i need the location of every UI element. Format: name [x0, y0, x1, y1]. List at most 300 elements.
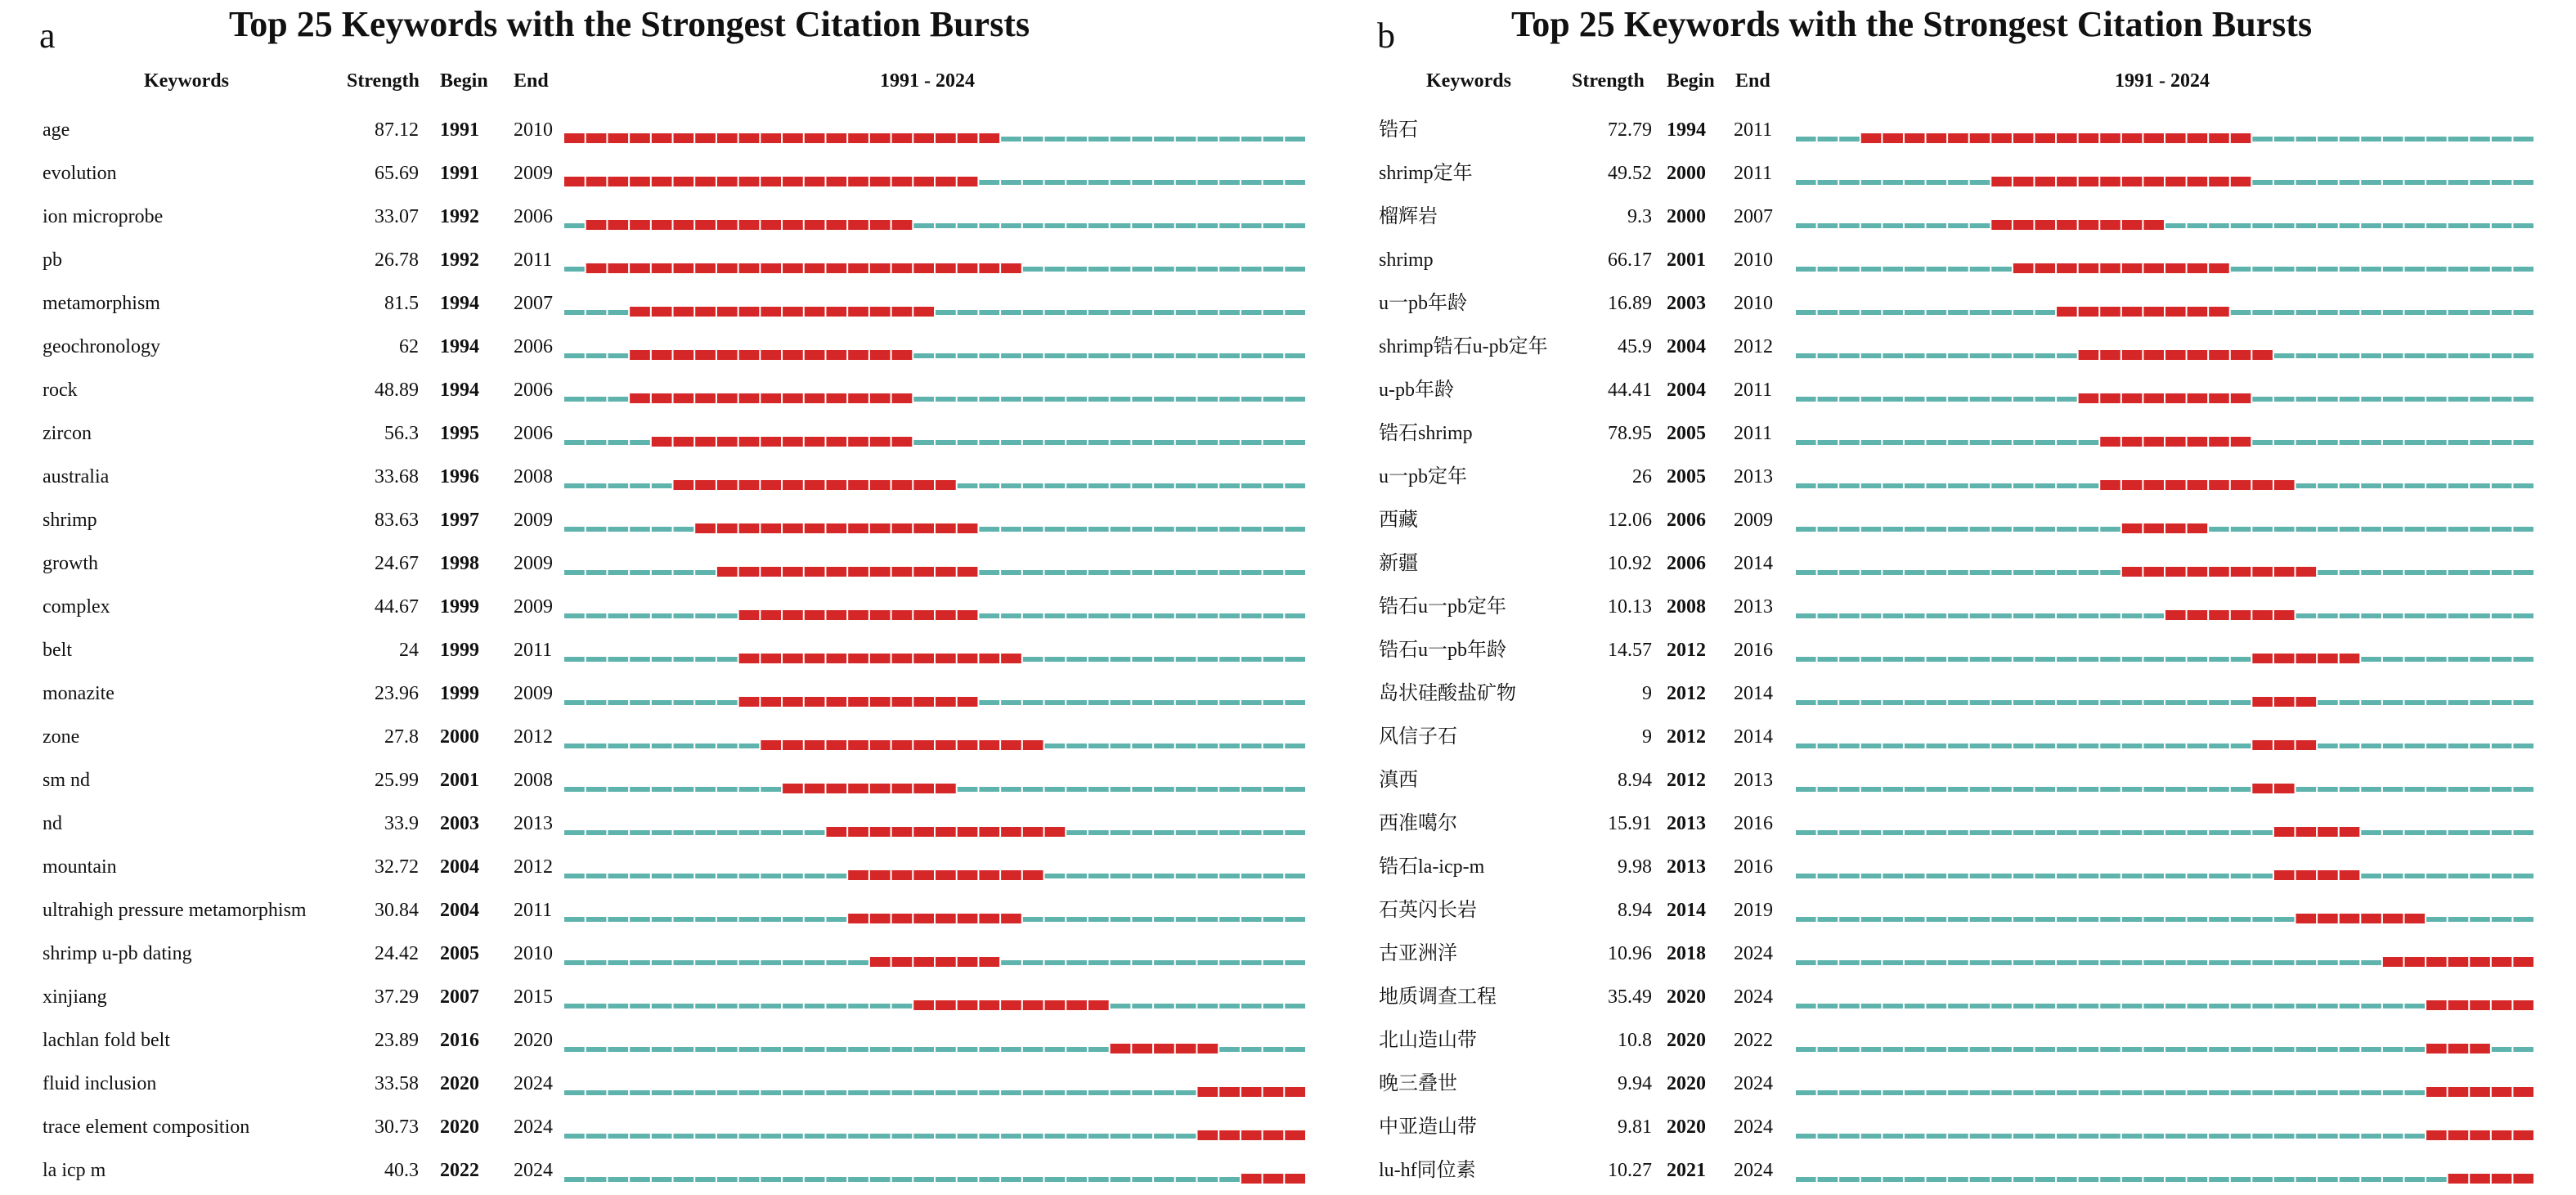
baseline-segment [1001, 137, 1021, 142]
baseline-segment [1197, 180, 1218, 185]
baseline-segment [1883, 223, 1903, 228]
baseline-segment [2274, 440, 2295, 445]
baseline-segment [608, 353, 628, 358]
burst-row [0, 417, 1308, 450]
baseline-segment [2165, 960, 2186, 965]
baseline-segment [2404, 570, 2425, 575]
baseline-segment [586, 700, 607, 705]
keyword-label: 岛状硅酸盐矿物 [1379, 683, 1516, 704]
baseline-segment [1154, 1004, 1174, 1009]
baseline-segment [1839, 353, 1860, 358]
baseline-segment [1263, 180, 1284, 185]
baseline-segment [2274, 353, 2295, 358]
baseline-segment [1132, 613, 1152, 618]
baseline-segment [1219, 180, 1240, 185]
baseline-segment [1219, 310, 1240, 315]
baseline-segment [1927, 1134, 1947, 1139]
burst-row [1341, 591, 2576, 623]
burst-row [1341, 417, 2576, 450]
baseline-segment [1970, 483, 1990, 488]
baseline-segment [2079, 744, 2099, 748]
baseline-segment [936, 440, 956, 445]
baseline-segment [1796, 223, 1816, 228]
baseline-segment [2361, 1177, 2381, 1182]
baseline-segment [1948, 874, 1968, 878]
baseline-segment [2513, 744, 2533, 748]
burst-segment [892, 567, 913, 577]
end-year: 2015 [514, 986, 553, 1008]
baseline-segment [674, 830, 694, 835]
burst-segment [739, 307, 760, 317]
baseline-segment [2361, 787, 2381, 792]
burst-segment [805, 263, 825, 273]
baseline-segment [1948, 310, 1968, 315]
baseline-segment [2035, 527, 2055, 532]
baseline-segment [1197, 440, 1218, 445]
baseline-segment [2448, 570, 2469, 575]
baseline-segment [1111, 397, 1131, 402]
baseline-segment [2165, 1090, 2186, 1095]
baseline-segment [1905, 570, 1925, 575]
burst-segment [2252, 740, 2273, 750]
baseline-segment [936, 1047, 956, 1052]
burst-segment [1023, 870, 1043, 880]
baseline-segment [652, 700, 672, 705]
baseline-segment [2470, 440, 2490, 445]
baseline-segment [674, 700, 694, 705]
keyword-label: belt [43, 640, 72, 661]
baseline-segment [2165, 1004, 2186, 1009]
baseline-segment [564, 700, 585, 705]
burst-segment [958, 827, 978, 837]
baseline-segment [2318, 527, 2338, 532]
baseline-segment [2340, 353, 2360, 358]
end-year: 2019 [1734, 900, 1773, 921]
burst-row [0, 1154, 1308, 1187]
baseline-segment [2143, 657, 2164, 662]
burst-timeline [1796, 591, 2535, 623]
burst-segment [913, 914, 934, 923]
burst-segment [2013, 177, 2034, 186]
baseline-segment [1154, 440, 1174, 445]
baseline-segment [1818, 657, 1838, 662]
baseline-segment [2340, 483, 2360, 488]
burst-timeline [1796, 287, 2535, 320]
baseline-segment [1905, 1004, 1925, 1009]
baseline-segment [2209, 700, 2229, 705]
burst-segment [870, 740, 891, 750]
baseline-segment [2513, 180, 2533, 185]
baseline-segment [1088, 1134, 1109, 1139]
baseline-segment [1197, 700, 1218, 705]
baseline-segment [1088, 483, 1109, 488]
baseline-segment [1241, 440, 1262, 445]
baseline-segment [1948, 657, 1968, 662]
baseline-segment [1023, 1177, 1043, 1182]
burst-segment [958, 914, 978, 923]
baseline-segment [2361, 874, 2381, 878]
burst-segment [1176, 1044, 1196, 1053]
burst-segment [739, 220, 760, 230]
burst-segment [761, 610, 781, 620]
keyword-label: metamorphism [43, 293, 160, 314]
baseline-segment [739, 874, 760, 878]
begin-year: 1996 [440, 466, 479, 487]
baseline-segment [1927, 830, 1947, 835]
baseline-segment [2209, 1134, 2229, 1139]
burst-segment [761, 220, 781, 230]
baseline-segment [1818, 180, 1838, 185]
baseline-segment [695, 700, 716, 705]
baseline-segment [870, 1134, 891, 1139]
baseline-segment [1285, 223, 1305, 228]
begin-year: 2016 [440, 1030, 479, 1051]
baseline-segment [1111, 570, 1131, 575]
baseline-segment [2209, 830, 2229, 835]
burst-segment [2383, 957, 2403, 967]
baseline-segment [1066, 1177, 1087, 1182]
baseline-segment [2492, 353, 2512, 358]
burst-segment [870, 697, 891, 707]
baseline-segment [564, 874, 585, 878]
baseline-segment [1111, 830, 1131, 835]
end-year: 2011 [514, 249, 553, 271]
baseline-segment [1883, 397, 1903, 402]
baseline-segment [2188, 744, 2208, 748]
burst-segment [2122, 523, 2143, 533]
baseline-segment [936, 1090, 956, 1095]
baseline-segment [1219, 397, 1240, 402]
burst-timeline [1796, 807, 2535, 840]
baseline-segment [826, 874, 846, 878]
baseline-segment [1991, 397, 2012, 402]
baseline-segment [608, 960, 628, 965]
burst-row [0, 764, 1308, 797]
baseline-segment [2035, 1177, 2055, 1182]
baseline-segment [1132, 960, 1152, 965]
burst-segment [870, 350, 891, 360]
baseline-segment [979, 180, 999, 185]
baseline-segment [1176, 657, 1196, 662]
baseline-segment [2426, 570, 2447, 575]
baseline-segment [1176, 440, 1196, 445]
baseline-segment [1241, 657, 1262, 662]
baseline-segment [2513, 570, 2533, 575]
baseline-segment [1970, 960, 1990, 965]
baseline-segment [1861, 744, 1882, 748]
burst-timeline [564, 1111, 1307, 1143]
baseline-segment [2079, 787, 2099, 792]
baseline-segment [2404, 483, 2425, 488]
burst-segment [805, 567, 825, 577]
begin-year: 1999 [440, 640, 479, 661]
burst-segment [586, 177, 607, 186]
baseline-segment [805, 1134, 825, 1139]
burst-segment [2274, 827, 2295, 837]
begin-year: 2020 [440, 1116, 479, 1138]
begin-year: 2000 [440, 726, 479, 748]
baseline-segment [1197, 830, 1218, 835]
baseline-segment [2383, 223, 2403, 228]
burst-segment [848, 523, 868, 533]
burst-segment [1905, 133, 1925, 143]
burst-segment [848, 870, 868, 880]
panel-a-header-range: 1991 - 2024 [880, 70, 975, 92]
baseline-segment [630, 744, 650, 748]
baseline-segment [1263, 830, 1284, 835]
end-year: 2010 [1734, 293, 1773, 314]
burst-segment [2079, 263, 2099, 273]
baseline-segment [1066, 570, 1087, 575]
baseline-segment [1861, 787, 1882, 792]
burst-segment [2448, 1130, 2469, 1140]
burst-segment [783, 393, 803, 403]
baseline-segment [2404, 180, 2425, 185]
baseline-segment [1883, 917, 1903, 922]
burst-segment [913, 133, 934, 143]
baseline-segment [1154, 960, 1174, 965]
burst-segment [848, 220, 868, 230]
baseline-segment [2231, 1004, 2251, 1009]
burst-segment [739, 654, 760, 663]
baseline-segment [564, 223, 585, 228]
baseline-segment [1991, 1134, 2012, 1139]
baseline-segment [1927, 1177, 1947, 1182]
burst-segment [761, 177, 781, 186]
burst-segment [1285, 1130, 1305, 1140]
baseline-segment [2470, 570, 2490, 575]
baseline-segment [608, 1004, 628, 1009]
burst-segment [892, 654, 913, 663]
burst-segment [1948, 133, 1968, 143]
baseline-segment [2013, 1090, 2034, 1095]
baseline-segment [1111, 787, 1131, 792]
baseline-segment [2470, 223, 2490, 228]
baseline-segment [1796, 960, 1816, 965]
baseline-segment [1839, 830, 1860, 835]
baseline-segment [1970, 180, 1990, 185]
baseline-segment [2057, 830, 2077, 835]
baseline-segment [564, 310, 585, 315]
burst-segment [1001, 827, 1021, 837]
baseline-segment [586, 440, 607, 445]
baseline-segment [1818, 267, 1838, 272]
baseline-segment [1796, 137, 1816, 142]
baseline-segment [1285, 267, 1305, 272]
baseline-segment [1154, 527, 1174, 532]
burst-row [0, 894, 1308, 927]
baseline-segment [1197, 1004, 1218, 1009]
strength-value: 83.63 [375, 510, 419, 531]
baseline-segment [2318, 223, 2338, 228]
baseline-segment [2100, 1004, 2120, 1009]
baseline-segment [913, 353, 934, 358]
burst-segment [2165, 263, 2186, 273]
baseline-segment [1023, 223, 1043, 228]
baseline-segment [1970, 917, 1990, 922]
burst-segment [826, 263, 846, 273]
baseline-segment [674, 744, 694, 748]
burst-segment [2318, 870, 2338, 880]
baseline-segment [2296, 527, 2317, 532]
end-year: 2009 [514, 553, 553, 574]
burst-segment [2165, 393, 2186, 403]
baseline-segment [586, 874, 607, 878]
burst-segment [892, 827, 913, 837]
baseline-segment [848, 960, 868, 965]
burst-segment [848, 393, 868, 403]
baseline-segment [2165, 830, 2186, 835]
keyword-label: fluid inclusion [43, 1073, 157, 1094]
baseline-segment [2470, 267, 2490, 272]
burst-segment [695, 437, 716, 447]
keyword-label: 西藏 [1379, 510, 1418, 531]
baseline-segment [1796, 787, 1816, 792]
baseline-segment [586, 960, 607, 965]
baseline-segment [1970, 744, 1990, 748]
baseline-segment [1197, 353, 1218, 358]
baseline-segment [717, 1177, 738, 1182]
burst-segment [805, 697, 825, 707]
baseline-segment [1839, 917, 1860, 922]
baseline-segment [2513, 483, 2533, 488]
strength-value: 8.94 [1618, 900, 1652, 921]
burst-timeline [1796, 417, 2535, 450]
baseline-segment [1241, 744, 1262, 748]
begin-year: 2014 [1667, 900, 1706, 921]
baseline-segment [2296, 1090, 2317, 1095]
baseline-segment [2079, 1047, 2099, 1052]
baseline-segment [586, 613, 607, 618]
baseline-segment [870, 1004, 891, 1009]
burst-segment [2513, 1087, 2533, 1097]
baseline-segment [783, 960, 803, 965]
baseline-segment [2209, 744, 2229, 748]
baseline-segment [1132, 1090, 1152, 1095]
burst-segment [761, 133, 781, 143]
burst-segment [2143, 437, 2164, 447]
baseline-segment [2492, 137, 2512, 142]
baseline-segment [1927, 917, 1947, 922]
burst-segment [913, 610, 934, 620]
burst-segment [2318, 827, 2338, 837]
baseline-segment [1883, 744, 1903, 748]
baseline-segment [2448, 440, 2469, 445]
baseline-segment [630, 874, 650, 878]
baseline-segment [1154, 1090, 1174, 1095]
baseline-segment [2231, 830, 2251, 835]
baseline-segment [2426, 483, 2447, 488]
baseline-segment [1088, 830, 1109, 835]
begin-year: 1992 [440, 249, 479, 271]
baseline-segment [1927, 700, 1947, 705]
baseline-segment [2404, 613, 2425, 618]
baseline-segment [586, 1047, 607, 1052]
baseline-segment [1045, 570, 1066, 575]
burst-segment [783, 784, 803, 793]
baseline-segment [652, 527, 672, 532]
baseline-segment [2079, 830, 2099, 835]
baseline-segment [2361, 657, 2381, 662]
baseline-segment [2448, 657, 2469, 662]
baseline-segment [2426, 917, 2447, 922]
burst-segment [674, 133, 694, 143]
baseline-segment [695, 570, 716, 575]
baseline-segment [2296, 1177, 2317, 1182]
burst-segment [958, 1000, 978, 1010]
baseline-segment [2383, 267, 2403, 272]
strength-value: 14.57 [1608, 640, 1652, 661]
baseline-segment [1948, 1134, 1968, 1139]
burst-segment [2296, 914, 2317, 923]
baseline-segment [913, 223, 934, 228]
strength-value: 10.8 [1618, 1030, 1652, 1051]
baseline-segment [2209, 874, 2229, 878]
baseline-segment [1905, 700, 1925, 705]
baseline-segment [2035, 787, 2055, 792]
baseline-segment [2470, 353, 2490, 358]
begin-year: 2012 [1667, 770, 1706, 791]
baseline-segment [936, 1177, 956, 1182]
baseline-segment [2035, 700, 2055, 705]
baseline-segment [2426, 267, 2447, 272]
baseline-segment [564, 440, 585, 445]
burst-segment [958, 740, 978, 750]
baseline-segment [2296, 440, 2317, 445]
burst-row [1341, 937, 2576, 970]
burst-segment [958, 567, 978, 577]
burst-segment [848, 567, 868, 577]
strength-value: 44.67 [375, 596, 419, 618]
baseline-segment [2318, 1090, 2338, 1095]
burst-segment [2035, 220, 2055, 230]
burst-segment [717, 220, 738, 230]
baseline-segment [1818, 917, 1838, 922]
baseline-segment [1066, 874, 1087, 878]
baseline-segment [1818, 483, 1838, 488]
burst-row [1341, 157, 2576, 190]
baseline-segment [2165, 874, 2186, 878]
baseline-segment [2426, 830, 2447, 835]
baseline-segment [2492, 397, 2512, 402]
baseline-segment [2318, 960, 2338, 965]
burst-segment [783, 177, 803, 186]
baseline-segment [783, 874, 803, 878]
burst-segment [913, 307, 934, 317]
burst-segment [2013, 133, 2034, 143]
baseline-segment [979, 440, 999, 445]
baseline-segment [1883, 960, 1903, 965]
baseline-segment [1905, 787, 1925, 792]
burst-segment [783, 350, 803, 360]
baseline-segment [936, 353, 956, 358]
baseline-segment [2513, 527, 2533, 532]
burst-segment [2057, 220, 2077, 230]
burst-segment [674, 437, 694, 447]
burst-segment [2188, 393, 2208, 403]
baseline-segment [2231, 1090, 2251, 1095]
strength-value: 66.17 [1608, 249, 1652, 271]
baseline-segment [1176, 397, 1196, 402]
burst-segment [2470, 1044, 2490, 1053]
burst-segment [913, 177, 934, 186]
burst-segment [608, 220, 628, 230]
keyword-label: 地质调查工程 [1379, 986, 1497, 1008]
baseline-segment [1023, 397, 1043, 402]
burst-timeline [564, 547, 1307, 580]
burst-segment [958, 957, 978, 967]
baseline-segment [1111, 310, 1131, 315]
